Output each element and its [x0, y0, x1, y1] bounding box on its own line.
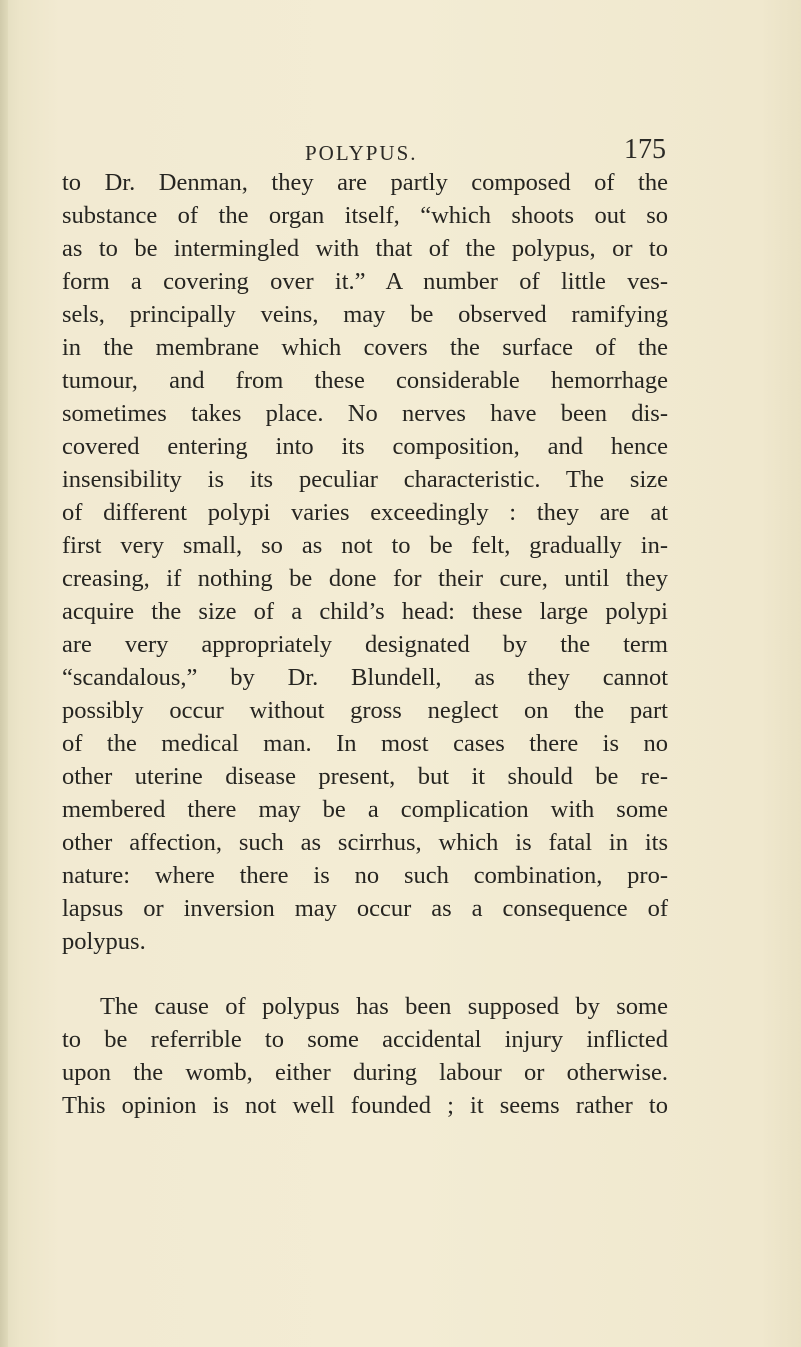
text-line: membered there may be a complication with some	[62, 796, 668, 823]
text-line: insensibility is its peculiar characteristic. The size	[62, 466, 668, 493]
text-line: lapsus or inversion may occur as a consequence of	[62, 895, 668, 922]
text-line: sels, principally veins, may be observed ramifying	[62, 301, 668, 328]
page-number: 175	[624, 134, 666, 165]
text-line: substance of the organ itself, “which shoots out so	[62, 202, 668, 229]
text-line: acquire the size of a child’s head: these large polypi	[62, 598, 668, 625]
text-line: possibly occur without gross neglect on the part	[62, 697, 668, 724]
text-line: as to be intermingled with that of the polypus, or to	[62, 235, 668, 262]
text-line: upon the womb, either during labour or otherwise.	[62, 1059, 668, 1086]
text-line: of the medical man. In most cases there is no	[62, 730, 668, 757]
text-line: to be referrible to some accidental injury inflicted	[62, 1026, 668, 1053]
text-line: creasing, if nothing be done for their cure, until they	[62, 565, 668, 592]
text-line: in the membrane which covers the surface of the	[62, 334, 668, 361]
text-line: The cause of polypus has been supposed by some	[100, 993, 668, 1020]
text-line: are very appropriately designated by the term	[62, 631, 668, 658]
text-line: tumour, and from these considerable hemorrhage	[62, 367, 668, 394]
text-line: of different polypi varies exceedingly : they are at	[62, 499, 668, 526]
text-line: This opinion is not well founded ; it seems rather to	[62, 1092, 668, 1119]
text-line: first very small, so as not to be felt, gradually in-	[62, 532, 668, 559]
text-line: to Dr. Denman, they are partly composed of the	[62, 169, 668, 196]
text-line: sometimes takes place. No nerves have been dis-	[62, 400, 668, 427]
text-line: nature: where there is no such combination, pro-	[62, 862, 668, 889]
text-line: covered entering into its composition, and hence	[62, 433, 668, 460]
text-line: polypus.	[62, 928, 146, 955]
text-line: other affection, such as scirrhus, which is fatal in its	[62, 829, 668, 856]
text-line: form a covering over it.” A number of little ves-	[62, 268, 668, 295]
text-line: other uterine disease present, but it should be re-	[62, 763, 668, 790]
text-line: “scandalous,” by Dr. Blundell, as they cannot	[62, 664, 668, 691]
running-head: POLYPUS.	[305, 141, 418, 165]
page-binding-edge	[0, 0, 8, 1347]
